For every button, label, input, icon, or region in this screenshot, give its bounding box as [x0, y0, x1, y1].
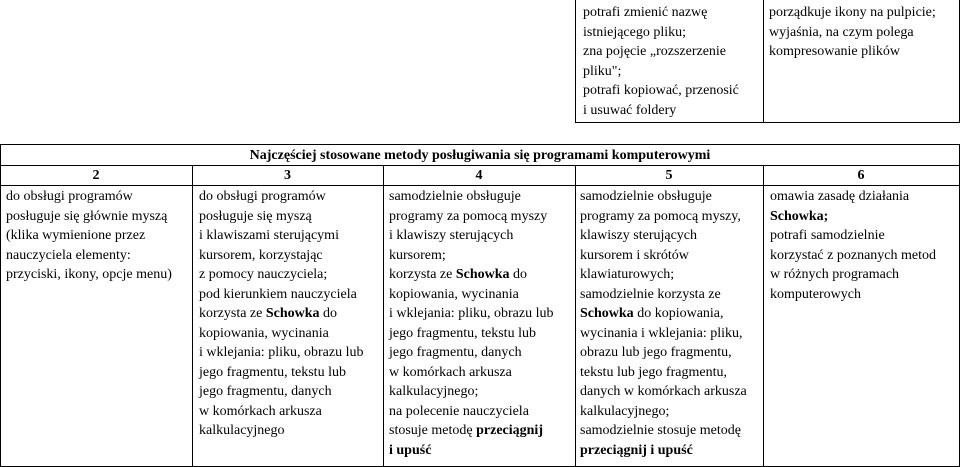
text-line: programy za pomocą myszy,	[580, 208, 741, 224]
text-line: samodzielnie obsługuje	[580, 189, 712, 204]
text-line: kalkulacyjnego;	[389, 384, 479, 399]
column-divider	[575, 165, 576, 467]
cell-col3	[199, 187, 363, 441]
text-line: jego fragmentu, danych	[389, 345, 522, 360]
column-divider	[383, 165, 384, 467]
text-line: kursorem;	[389, 247, 446, 263]
text-line: korzystać z poznanych metod	[770, 247, 936, 263]
text-line: wyjaśnia, na czym polega	[769, 24, 914, 40]
cell-col4	[389, 187, 553, 460]
text-line: programy za pomocą myszy	[389, 208, 548, 224]
text-line: kalkulacyjnego;	[580, 403, 670, 419]
text-line: jego fragmentu, tekstu lub	[389, 325, 536, 341]
text-line: potrafi zmienić nazwę	[583, 5, 708, 20]
text-line: jego fragmentu, danych	[199, 384, 332, 399]
text-line: porządkuje ikony na pulpicie;	[769, 5, 936, 20]
column-divider	[763, 165, 764, 467]
table-border-left	[0, 144, 1, 467]
text-line: wycinania i wklejania: pliku,	[580, 325, 743, 341]
text-line	[389, 265, 553, 285]
text-line	[580, 304, 747, 324]
table-border-header-bottom	[0, 185, 960, 186]
text-line: klawiszy sterujących	[580, 228, 698, 243]
top-table-border-left	[575, 0, 576, 123]
text-line: pliku";	[583, 63, 622, 79]
text-fragment: korzysta ze	[199, 306, 266, 321]
text-line: w komórkach arkusza	[199, 403, 322, 419]
text-line: kursorem, korzystając	[199, 247, 323, 263]
schowka-term: Schowka	[265, 306, 320, 321]
text-line: danych w komórkach arkusza	[580, 384, 747, 399]
schowka-term: Schowka;	[770, 208, 829, 224]
text-fragment: do	[319, 306, 338, 321]
text-line: i klawiszy sterujących	[389, 228, 514, 243]
text-line: istniejącego pliku;	[583, 24, 687, 40]
top-table-border-mid	[763, 0, 764, 123]
cell-col5	[580, 187, 747, 460]
text-line: klawiaturowych;	[580, 267, 675, 282]
top-cell-col5	[583, 3, 739, 120]
text-line: omawia zasadę działania	[770, 189, 910, 204]
text-line: samodzielnie obsługuje	[389, 189, 521, 204]
text-line	[199, 304, 363, 324]
text-line	[389, 421, 553, 441]
text-line: komputerowych	[770, 286, 861, 302]
text-line: nauczyciela elementy:	[6, 247, 131, 263]
text-line: na polecenie nauczyciela	[389, 403, 529, 419]
text-line: w komórkach arkusza	[389, 364, 512, 380]
drag-drop-term: przeciągnij i upuść	[580, 442, 693, 458]
text-line: do obsługi programów	[199, 189, 326, 204]
top-cell-col6	[769, 3, 936, 62]
column-header-4: 4	[475, 168, 483, 183]
text-line: zna pojęcie „rozszerzenie	[583, 44, 727, 59]
cell-col6	[770, 187, 936, 304]
text-line: przyciski, ikony, opcje menu)	[6, 267, 172, 282]
schowka-term: Schowka	[455, 267, 510, 282]
text-line: kursorem i skrótów	[580, 247, 689, 263]
top-table-border-bottom	[575, 122, 960, 123]
text-line: kopiowania, wycinania	[389, 286, 519, 302]
text-fragment: korzysta ze	[389, 267, 456, 282]
text-line: kalkulacyjnego	[199, 423, 285, 438]
column-header-3: 3	[284, 168, 291, 183]
table-border-top	[0, 144, 960, 145]
text-line: (klika wymienione przez	[6, 228, 146, 243]
text-fragment: do kopiowania,	[633, 306, 724, 321]
text-line: z pomocy nauczyciela;	[199, 267, 328, 282]
text-fragment: do	[509, 267, 528, 282]
column-header-2: 2	[92, 168, 100, 183]
text-line: potrafi kopiować, przenosić	[583, 83, 739, 98]
text-line: obrazu lub jego fragmentu,	[580, 345, 732, 360]
column-header-5: 5	[665, 168, 673, 183]
column-header-6: 6	[857, 168, 865, 183]
text-line: kopiowania, wycinania	[199, 325, 329, 341]
text-line: pod kierunkiem nauczyciela	[199, 286, 357, 302]
text-line: do obsługi programów	[6, 189, 133, 204]
drag-drop-term: i upuść	[389, 442, 432, 458]
cell-col2	[6, 187, 172, 285]
text-line: jego fragmentu, tekstu lub	[199, 364, 346, 380]
text-line: samodzielnie stosuje metodę	[580, 423, 741, 438]
column-divider	[192, 165, 193, 467]
schowka-term: Schowka	[580, 306, 634, 321]
text-line: i usuwać foldery	[583, 102, 677, 118]
text-line: potrafi samodzielnie	[770, 228, 885, 243]
table-title: Najczęściej stosowane metody posługiwania się programami komputerowymi	[249, 148, 711, 163]
text-line: posługuje się głównie myszą	[6, 208, 168, 224]
text-line: w różnych programach	[770, 267, 900, 282]
text-line: samodzielnie korzysta ze	[580, 286, 721, 302]
text-line: tekstu lub jego fragmentu,	[580, 364, 727, 380]
text-line: posługuje się myszą	[199, 208, 312, 224]
text-line: kompresowanie plików	[769, 44, 901, 59]
text-line: i klawiszami sterującymi	[199, 228, 339, 243]
text-line: i wklejania: pliku, obrazu lub	[389, 306, 554, 321]
drag-drop-term: przeciągnij	[476, 423, 543, 438]
text-line: i wklejania: pliku, obrazu lub	[199, 345, 364, 360]
text-fragment: stosuje metodę	[389, 423, 477, 438]
